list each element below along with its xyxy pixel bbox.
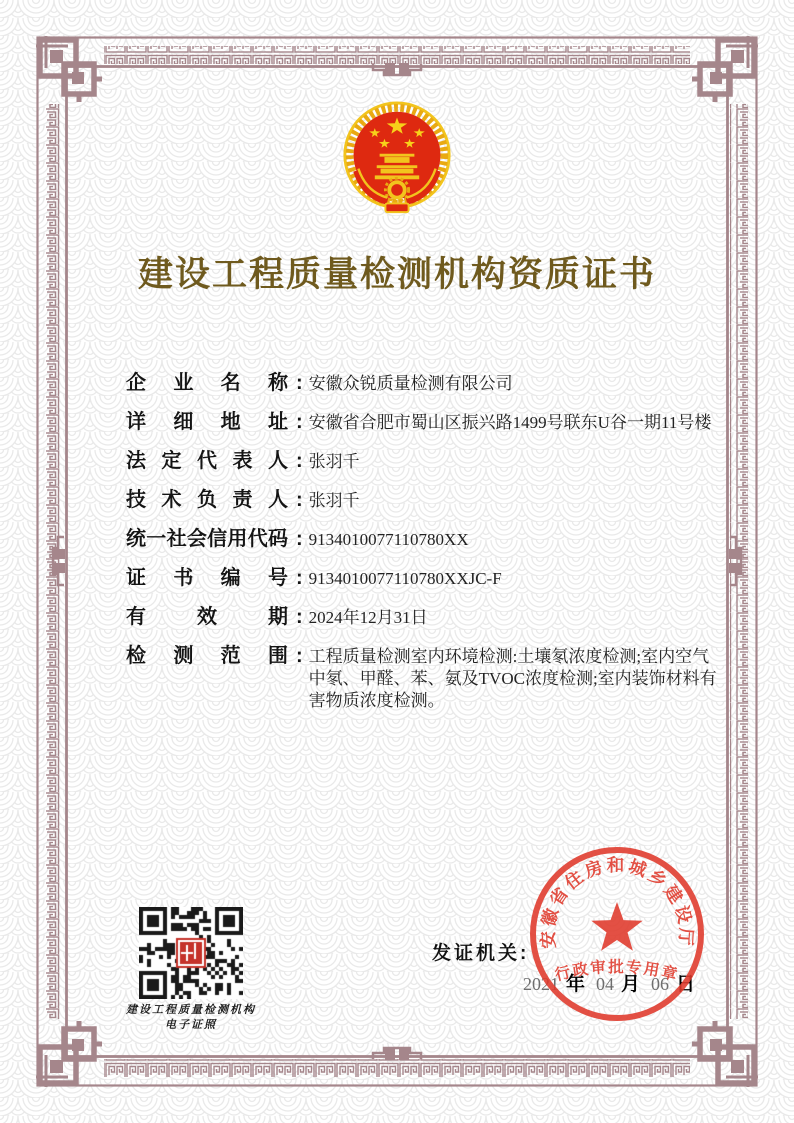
field-row-legal-representative xyxy=(126,449,718,473)
field-label: 技术负责人 xyxy=(126,489,288,511)
seal-bottom-text: 行政审批专用章 xyxy=(553,959,681,985)
field-colon: : xyxy=(296,489,303,511)
field-value: 安徽众锐质量检测有限公司 xyxy=(308,374,513,393)
date-month-unit: 月 xyxy=(621,974,641,995)
field-colon: : xyxy=(296,645,303,667)
field-row-credit-code xyxy=(126,527,718,551)
field-colon: : xyxy=(296,411,303,433)
date-day: 06 xyxy=(651,974,670,994)
field-row-certificate-number xyxy=(126,566,718,590)
issuer-label: 发证机关: xyxy=(432,943,530,964)
field-value: 9134010077110780XX xyxy=(308,530,469,549)
field-value: 安徽省合肥市蜀山区振兴路1499号联东U谷一期11号楼 xyxy=(308,413,712,432)
official-seal xyxy=(528,845,706,1023)
field-value: 工程质量检测室内环境检测:土壤氡浓度检测;室内空气中氡、甲醛、苯、氨及TVOC浓度检测;室内装饰材料有害物质浓度检测。 xyxy=(308,647,717,710)
field-colon: : xyxy=(296,372,303,394)
field-label: 详细地址 xyxy=(126,411,288,433)
seal-star-icon xyxy=(591,902,642,951)
field-label: 企业名称 xyxy=(126,372,288,394)
field-value: 张羽千 xyxy=(308,491,360,510)
date-year-unit: 年 xyxy=(566,974,586,995)
field-colon: : xyxy=(296,450,303,472)
qr-block xyxy=(116,907,266,1032)
field-label: 证书编号 xyxy=(126,567,288,589)
seal-ring-text: 安徽省住房和城乡建设厅 xyxy=(537,854,697,950)
svg-text:行政审批专用章 xyxy=(553,957,681,984)
qr-code xyxy=(139,907,243,999)
certificate-fields xyxy=(126,371,718,727)
field-colon: : xyxy=(296,528,303,550)
field-row-company-name xyxy=(126,371,718,395)
field-label: 有效期 xyxy=(126,606,288,628)
field-label: 检测范围 xyxy=(126,645,288,667)
field-label: 统一社会信用代码 xyxy=(126,528,288,550)
field-label: 法定代表人 xyxy=(126,450,288,472)
certificate-title: 建设工程质量检测机构资质证书 xyxy=(137,255,656,294)
field-colon: : xyxy=(296,567,303,589)
date-year: 2021 xyxy=(523,974,559,994)
date-day-unit: 日 xyxy=(676,974,696,995)
date-month: 04 xyxy=(596,974,615,994)
field-row-address xyxy=(126,410,718,434)
qr-caption-line2: 电子证照 xyxy=(165,1019,217,1031)
qr-caption-line1: 建设工程质量检测机构 xyxy=(126,1004,256,1016)
field-row-technical-director xyxy=(126,488,718,512)
national-emblem-icon xyxy=(341,97,453,221)
field-colon: : xyxy=(296,606,303,628)
field-value: 9134010077110780XXJC-F xyxy=(308,569,502,588)
field-row-valid-until xyxy=(126,605,718,629)
field-value: 张羽千 xyxy=(308,452,360,471)
field-value: 2024年12月31日 xyxy=(308,608,428,627)
field-row-testing-scope xyxy=(126,644,718,712)
